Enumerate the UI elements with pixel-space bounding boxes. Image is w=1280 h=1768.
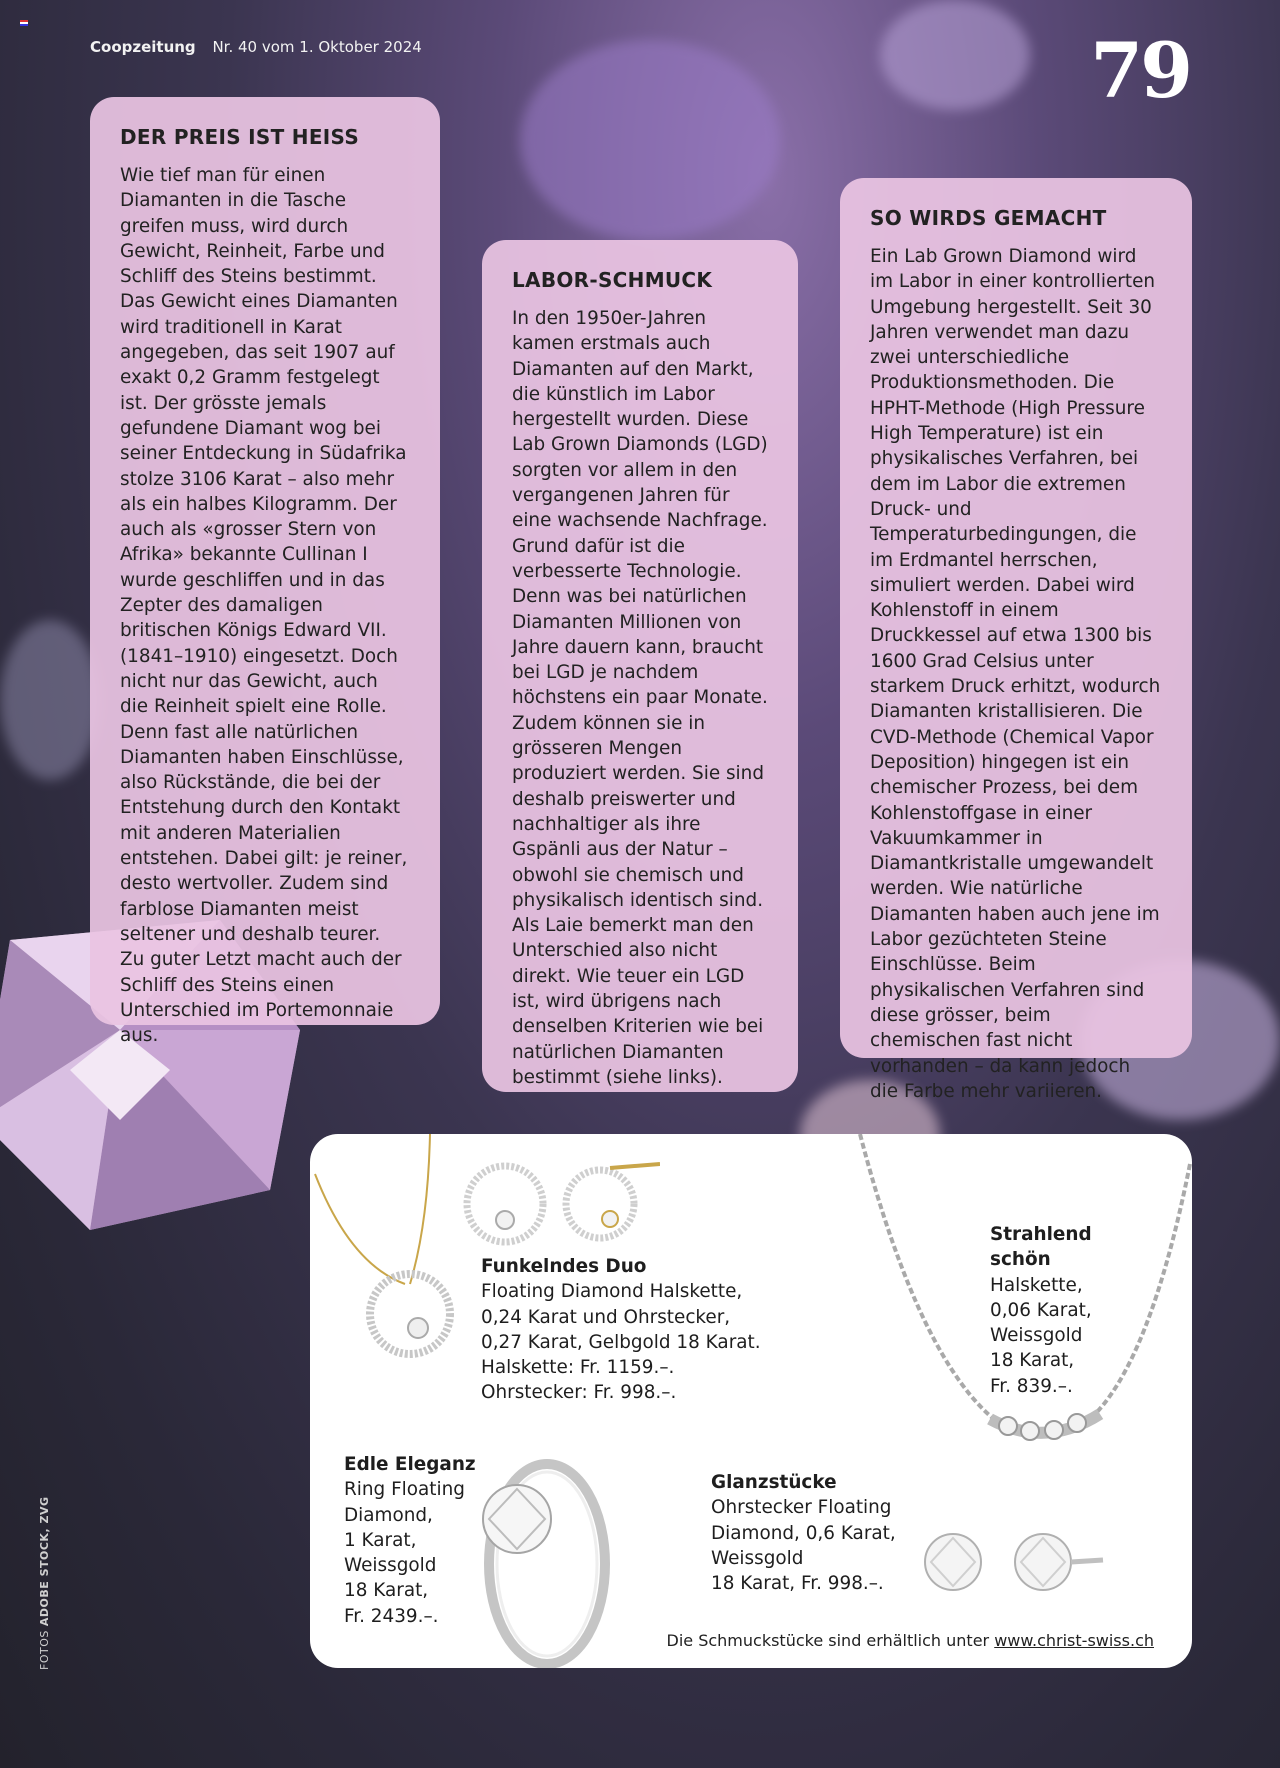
availability-note: Die Schmuckstücke sind erhältlich unter www.christ-swiss.ch — [666, 1631, 1154, 1650]
info-box-process — [840, 178, 1192, 1102]
box-heading: SO WIRDS GEMACHT — [870, 206, 1107, 230]
issue-info: Nr. 40 vom 1. Oktober 2024 — [212, 38, 422, 56]
gold-necklace-image — [310, 1134, 460, 1364]
language-flag-icon — [20, 20, 28, 26]
background-bokeh — [880, 0, 1030, 110]
product-glanz: Glanzstücke Ohrstecker Floating Diamond, 0,6 Karat, Weissgold 18 Karat, Fr. 998.–. — [711, 1472, 896, 1595]
info-box-price — [90, 97, 440, 1047]
circle-earrings-image — [460, 1154, 660, 1254]
shop-link[interactable]: www.christ-swiss.ch — [994, 1631, 1154, 1650]
stud-earrings-image — [915, 1524, 1115, 1604]
product-panel — [310, 1134, 1192, 1668]
photo-credit: FOTOS ADOBE STOCK, ZVG — [38, 1496, 51, 1670]
magazine-brand: Coopzeitung — [90, 38, 196, 56]
box-body: In den 1950er-Jahren kamen erstmals auch Diamanten auf den Markt, die künstlich im Labor hergestellt wurden. Diese Lab Grown Diamonds (LGD) sorgten vor allem in den vergangenen Jahren für eine wachsende Nachfrage. Grund dafür ist die verbesserte Technologie. Denn was bei natürlichen Diamanten Millionen von Jahre dauern kann, braucht bei LGD je nachdem höchstens ein paar Monate. Zudem können sie in grösseren Mengen produziert werden. Sie sind deshalb preiswerter und nachhaltiger als ihre Gspänli aus der Natur – obwohl sie chemisch und physikalisch identisch sind. Als Laie bemerkt man den Unterschied also nicht direkt. Wie teuer ein LGD ist, wird übrigens nach denselben Kriterien wie bei natürlichen Diamanten bestimmt (siehe links). — [512, 308, 768, 1088]
page-number: 79 — [1090, 26, 1190, 115]
info-box-lab — [482, 240, 798, 1092]
box-body: Ein Lab Grown Diamond wird im Labor in einer kontrollierten Umgebung hergestellt. Seit 30 Jahren verwendet man dazu zwei unterschiedliche Produktionsmethoden. Die HPHT-Methode (High Pressure High Temperature) ist ein physikalisches Verfahren, bei dem im Labor die extremen Druck- und Temperaturbedingungen, die im Erdmantel herrschen, simuliert werden. Dabei wird Kohlenstoff in einem Druckkessel auf etwa 1300 bis 1600 Grad Celsius unter starkem Druck erhitzt, wodurch Diamanten kristallisieren. Die CVD-Methode (Chemical Vapor Deposition) hingegen ist ein chemischer Prozess, bei dem Kohlenstoffgase in einer Vakuumkammer in Diamantkristalle umgewandelt werden. Wie natürliche Diamanten haben auch jene im Labor gezüchteten Steine Einschlüsse. Beim physikalischen Verfahren sind diese grösser, beim chemischen fast nicht vorhanden – da kann jedoch die Farbe mehr variieren. — [870, 246, 1161, 1102]
product-title: Funkelndes Duo — [481, 1256, 647, 1277]
background-bokeh — [520, 40, 780, 240]
product-duo: Funkelndes Duo Floating Diamond Halskette, 0,24 Karat und Ohrstecker, 0,27 Karat, Gelbgold 18 Karat. Halskette: Fr. 1159.–. Ohrstecker: Fr. 998.–. — [481, 1256, 761, 1404]
box-heading: LABOR-SCHMUCK — [512, 268, 713, 292]
page-header — [90, 38, 422, 56]
background-bokeh — [0, 620, 100, 780]
box-body: Wie tief man für einen Diamanten in die Tasche greifen muss, wird durch Gewicht, Reinheit, Farbe und Schliff des Steins bestimmt. Das Gewicht eines Diamanten wird traditionell in Karat angegeben, das seit 1907 auf exakt 0,2 Gramm festgelegt ist. Der grösste jemals gefundene Diamant wog bei seiner Entdeckung in Südafrika stolze 3106 Karat – also mehr als ein halbes Kilogramm. Der auch als «grosser Stern von Afrika» bekannte Cullinan I wurde geschliffen und in das Zepter des damaligen britischen Königs Edward VII. (1841–1910) eingesetzt. Doch nicht nur das Gewicht, auch die Reinheit spielt eine Rolle. Denn fast alle natürlichen Diamanten haben Einschlüsse, also Rückstände, die bei der Entstehung durch den Kontakt mit anderen Materialien entstehen. Dabei gilt: je reiner, desto wertvoller. Zudem sind farblose Diamanten meist seltener und deshalb teurer. Zu guter Letzt macht auch der Schliff des Steins einen Unterschied im Portemonnaie aus. — [120, 165, 408, 1047]
product-eleganz: Edle Eleganz Ring Floating Diamond, 1 Karat, Weissgold 18 Karat, Fr. 2439.–. — [344, 1454, 476, 1627]
box-heading: DER PREIS IST HEISS — [120, 125, 360, 149]
product-strahlend: Strahlend schön Halskette, 0,06 Karat, Weissgold 18 Karat, Fr. 839.–. — [990, 1224, 1092, 1397]
ring-image — [475, 1424, 615, 1668]
